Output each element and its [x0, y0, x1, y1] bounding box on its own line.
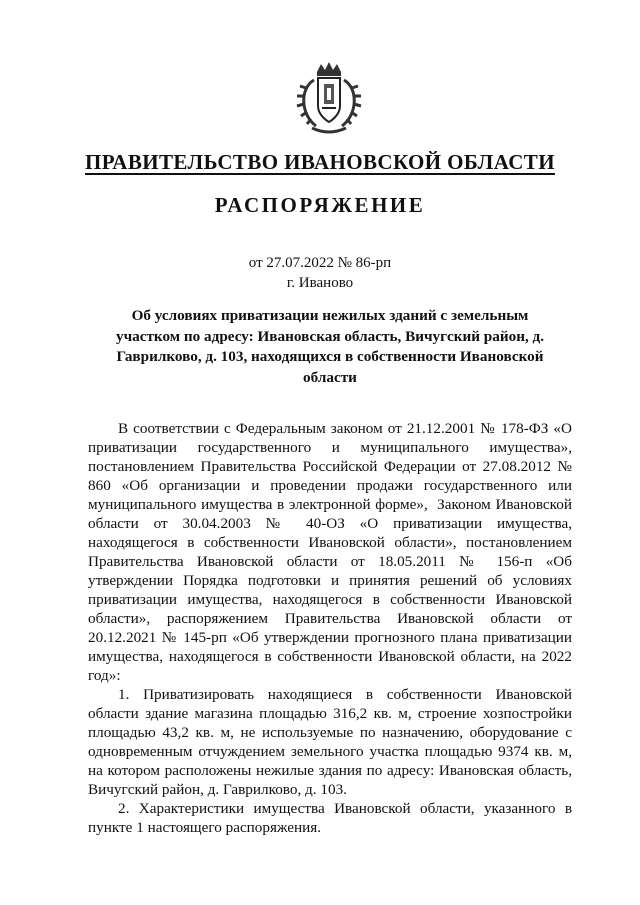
item-1-paragraph: 1. Приватизировать находящиеся в собственности Ивановской области здание магазина площадью 316,2 кв. м, строение хозпостройки площадью 43,2 кв. м, не используемые по назначению, оборудование с одновременным отчуждением земельного участка площадью 9374 кв. м, на котором расположены нежилые здания по адресу: Ивановская область, Вичугский район, д. Гаврилково, д. 103.: [88, 686, 572, 798]
document-date-number: от 27.07.2022 № 86-рп: [248, 255, 392, 271]
government-title: ПРАВИТЕЛЬСТВО ИВАНОВСКОЙ ОБЛАСТИ: [85, 150, 555, 174]
document-city: г. Иваново: [286, 275, 354, 291]
document-subject: Об условиях приватизации нежилых зданий с земельным участком по адресу: Ивановская область, Вичугский район, д. Гаврилково, д. 103, находящихся в собственности Ивановской области: [115, 307, 545, 386]
item-2-paragraph: 2. Характеристики имущества Ивановской области, указанного в пункте 1 настоящего распоряжения.: [88, 800, 572, 836]
document-type: РАСПОРЯЖЕНИЕ: [214, 193, 426, 217]
preamble-part-2: Законом Ивановской области от 30.04.2003 № 40-ОЗ «О приватизации имущества, находящегося в собственности Ивановской области», постановлением Правительства Ивановской области от 18.05.2011 № 156-п «Об утверждении Порядка подготовки и принятия решений об условиях приватизации имущества, находящегося в собственности Ивановской области», распоряжением Правительства Ивановской области от 20.12.2021 № 145-рп «Об утверждении прогнозного плана приватизации имущества, находящегося в собственности Ивановской области, на 2022 год»:: [88, 496, 572, 684]
preamble-paragraph: [88, 419, 572, 685]
document-body: [88, 419, 572, 837]
preamble-part-1: В соответствии с Федеральным законом от 21.12.2001 № 178-ФЗ «О приватизации государственного и муниципального имущества», постановлением Правительства Российской Федерации от 27.08.2012 № 860 «Об организации и проведении продажи государственного или муниципального имущества в электронной форме»,: [88, 420, 572, 513]
coat-of-arms-icon: [290, 58, 368, 136]
